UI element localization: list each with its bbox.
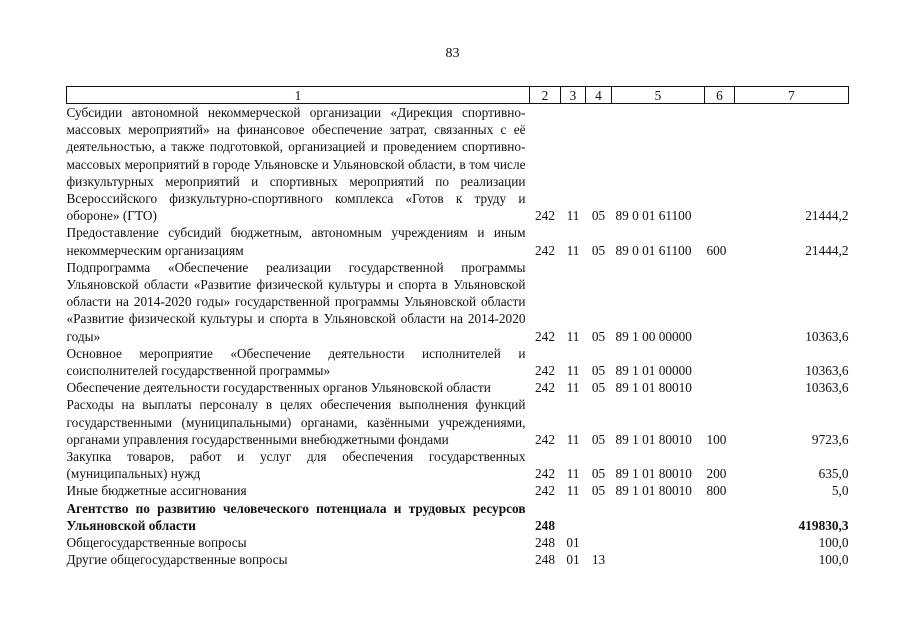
subsection-code: 05 — [591, 483, 606, 499]
expense-type-code — [705, 345, 735, 379]
target-article-code — [612, 500, 705, 534]
column-number: 3 — [561, 87, 586, 104]
ministry-code: 248 — [535, 535, 555, 551]
expense-type-code: 800 — [706, 483, 727, 499]
section-code — [561, 500, 586, 534]
target-article-code: 89 1 01 80010 — [615, 380, 692, 396]
target-article-code: 89 0 01 61100 — [615, 208, 692, 224]
table-row — [67, 482, 849, 499]
item-name: Обеспечение деятельности государственных органов Ульяновской области — [66, 380, 491, 396]
expense-type-code — [705, 500, 735, 534]
subsection-code: 05 — [591, 328, 606, 344]
item-name: Другие общегосударственные вопросы — [66, 552, 288, 568]
target-article-code: 89 1 01 80010 — [615, 483, 692, 499]
ministry-code: 242 — [535, 328, 555, 344]
column-number: 5 — [612, 87, 705, 104]
table-row — [67, 379, 849, 396]
ministry-code: 242 — [535, 208, 555, 224]
amount: 10363,6 — [805, 380, 849, 396]
table-header — [67, 87, 849, 104]
subsection-code: 05 — [591, 380, 606, 396]
target-article-code: 89 1 01 80010 — [615, 466, 692, 482]
ministry-code: 248 — [535, 552, 555, 568]
section-code: 11 — [566, 380, 580, 396]
expense-type-code: 100 — [706, 431, 727, 447]
expense-type-code — [705, 104, 735, 225]
expense-type-code — [705, 551, 735, 568]
ministry-code: 242 — [535, 363, 555, 379]
subsection-code: 05 — [591, 208, 606, 224]
section-code: 11 — [566, 483, 580, 499]
target-article-code — [612, 534, 705, 551]
budget-table — [66, 86, 849, 568]
table-row — [67, 259, 849, 345]
subsection-code: 13 — [591, 552, 606, 568]
column-number: 2 — [530, 87, 561, 104]
column-number: 6 — [705, 87, 735, 104]
table-row — [67, 551, 849, 568]
amount: 419830,3 — [798, 517, 849, 533]
subsection-code: 05 — [591, 242, 606, 258]
ministry-code: 248 — [535, 517, 555, 533]
item-name: Предоставление субсидий бюджетным, автономным учреждениям и иным некоммерческим организациям — [66, 225, 526, 258]
table-row — [67, 104, 849, 225]
amount: 635,0 — [818, 466, 849, 482]
subsection-code: 05 — [591, 466, 606, 482]
column-number: 7 — [735, 87, 849, 104]
amount: 5,0 — [831, 483, 849, 499]
expense-type-code — [705, 259, 735, 345]
amount: 21444,2 — [805, 208, 849, 224]
table-row — [67, 534, 849, 551]
table-body — [67, 104, 849, 569]
expense-type-code — [705, 379, 735, 396]
amount: 21444,2 — [805, 242, 849, 258]
ministry-code: 242 — [535, 431, 555, 447]
target-article-code — [612, 551, 705, 568]
item-name: Основное мероприятие «Обеспечение деятельности исполнителей и соисполнителей государственной программы» — [66, 345, 526, 379]
column-number: 4 — [586, 87, 612, 104]
section-code: 01 — [566, 552, 580, 568]
item-name: Общегосударственные вопросы — [66, 535, 247, 551]
subsection-code: 05 — [591, 363, 606, 379]
ministry-code: 242 — [535, 380, 555, 396]
table-row — [67, 500, 849, 534]
section-code: 11 — [566, 363, 580, 379]
amount: 9723,6 — [811, 431, 849, 447]
amount: 10363,6 — [805, 328, 849, 344]
subsection-code: 05 — [591, 431, 606, 447]
column-number-row — [67, 87, 849, 104]
target-article-code: 89 1 01 80010 — [615, 431, 692, 447]
amount: 100,0 — [818, 552, 849, 568]
section-code: 11 — [566, 466, 580, 482]
item-name: Агентство по развитию человеческого потенциала и трудовых ресурсов Ульяновской области — [66, 500, 526, 533]
item-name: Закупка товаров, работ и услуг для обеспечения государственных (муниципальных) нужд — [66, 449, 526, 482]
column-number: 1 — [67, 87, 530, 104]
section-code: 01 — [566, 535, 580, 551]
expense-type-code: 200 — [706, 466, 727, 482]
target-article-code: 89 1 00 00000 — [615, 328, 692, 344]
ministry-code: 242 — [535, 483, 555, 499]
table-row — [67, 448, 849, 482]
table-row — [67, 396, 849, 448]
expense-type-code: 600 — [706, 242, 727, 258]
item-name: Расходы на выплаты персоналу в целях обеспечения выполнения функций государственными (муниципальными) органами, казёнными учреждениями, органами управления государственными внебюджетными фондами — [66, 397, 526, 447]
table-row — [67, 345, 849, 379]
item-name: Подпрограмма «Обеспечение реализации государственной программы Ульяновской области «Развитие физической культуры и спорта в Ульяновской области на 2014-2020 годы» государственной программы Ульяновской области «Развитие физической культуры и спорта в Ульяновской области на 2014-2020 годы» — [66, 259, 526, 344]
subsection-code — [586, 500, 612, 534]
ministry-code: 242 — [535, 242, 555, 258]
page-number: 83 — [445, 46, 460, 61]
target-article-code: 89 1 01 00000 — [615, 363, 692, 379]
table-row — [67, 224, 849, 258]
section-code: 11 — [566, 328, 580, 344]
amount: 100,0 — [818, 535, 849, 551]
item-name: Иные бюджетные ассигнования — [66, 483, 247, 499]
section-code: 11 — [566, 208, 580, 224]
ministry-code: 242 — [535, 466, 555, 482]
item-name: Субсидии автономной некоммерческой организации «Дирекция спортивно-массовых мероприятий» на финансовое обеспечение затрат, связанных с её деятельностью, а также подготовкой, организацией и проведением спортивно-массовых мероприятий в городе Ульяновске и Ульяновской области, в том числе физкультурных мероприятий и спортивных мероприятий по реализации Всероссийского физкультурно-спортивного комплекса «Готов к труду и обороне» (ГТО) — [66, 105, 526, 224]
expense-type-code — [705, 534, 735, 551]
target-article-code: 89 0 01 61100 — [615, 242, 692, 258]
subsection-code — [586, 534, 612, 551]
section-code: 11 — [566, 431, 580, 447]
section-code: 11 — [566, 242, 580, 258]
amount: 10363,6 — [805, 363, 849, 379]
